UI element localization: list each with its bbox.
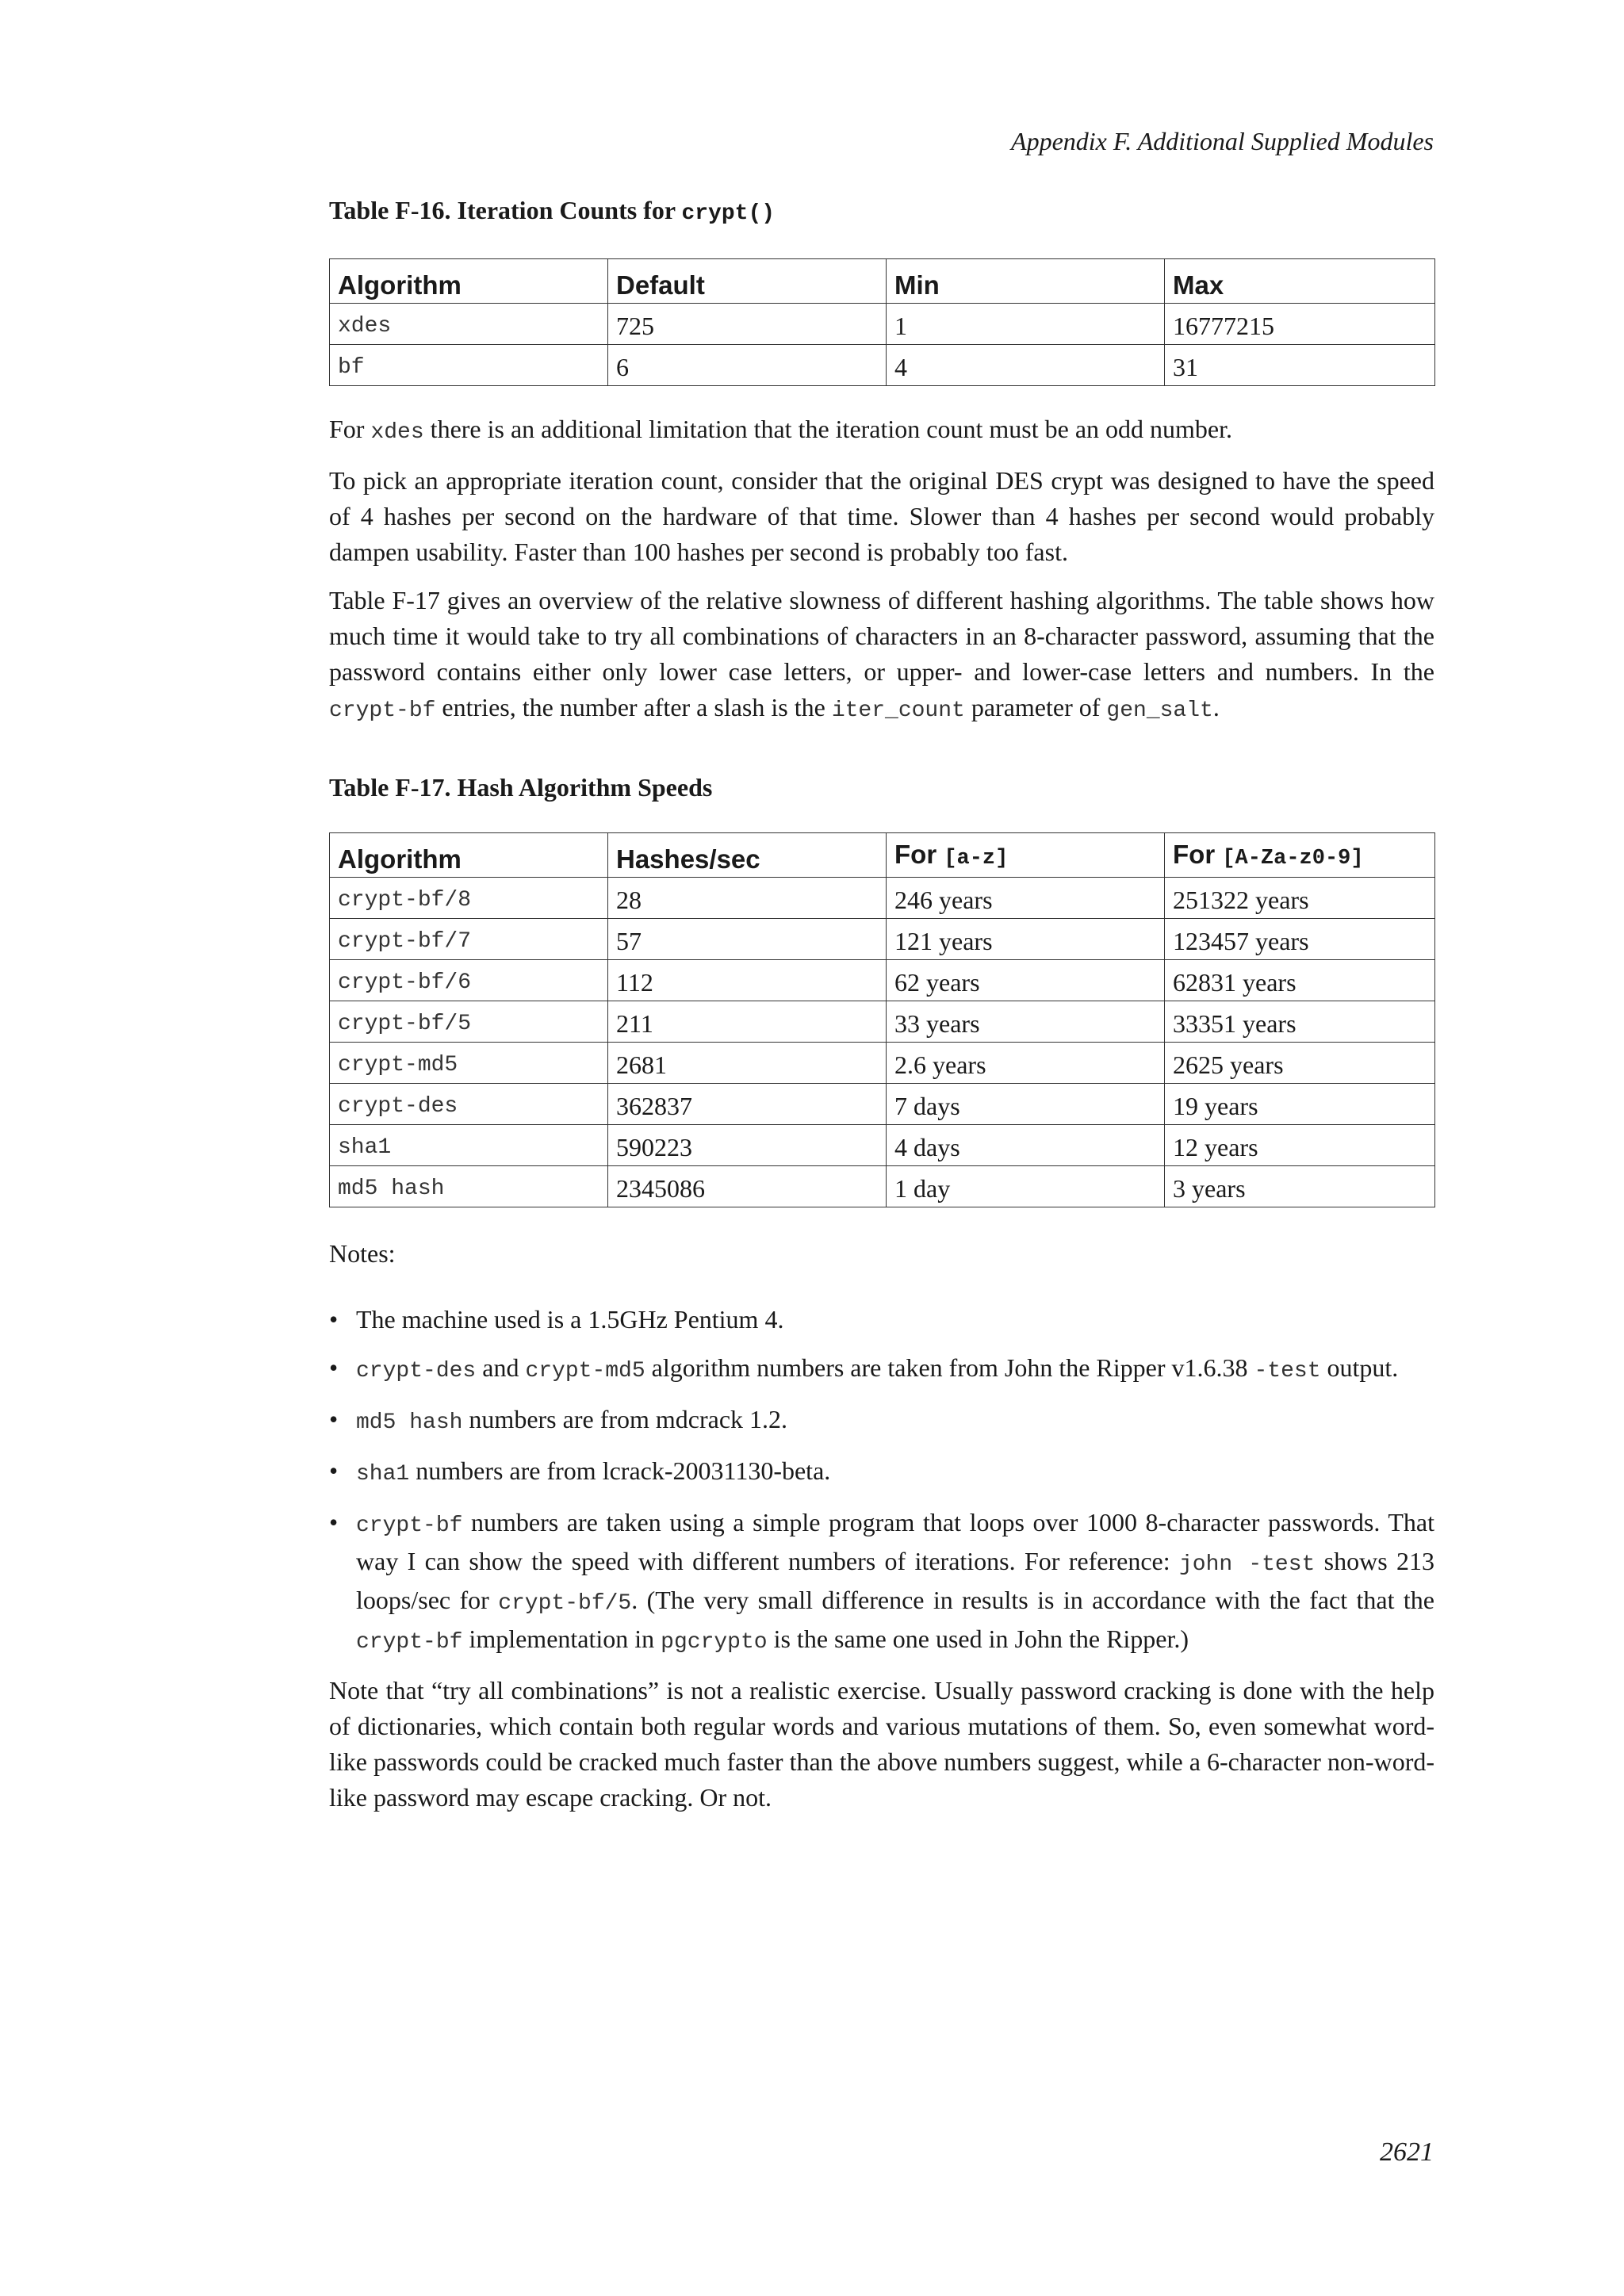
table-cell: crypt-bf/6 [330, 960, 608, 1001]
table-cell: 3 years [1165, 1166, 1435, 1207]
table-cell: 33351 years [1165, 1001, 1435, 1043]
table-row [330, 304, 1435, 345]
table-cell: 725 [608, 304, 887, 345]
table-cell: 251322 years [1165, 878, 1435, 919]
table-cell: sha1 [330, 1125, 608, 1166]
table-row [330, 960, 1435, 1001]
running-header: Appendix F. Additional Supplied Modules [1011, 127, 1434, 155]
table-cell: 4 days [887, 1125, 1165, 1166]
list-item: • md5 hash numbers are from mdcrack 1.2. [329, 1402, 1434, 1441]
table-row [330, 1043, 1435, 1084]
hash-speeds-table [329, 832, 1435, 1207]
table-row [330, 1125, 1435, 1166]
table-row [330, 1084, 1435, 1125]
table-cell: 1 day [887, 1166, 1165, 1207]
table-row [330, 919, 1435, 960]
inline-code: xdes [370, 420, 424, 445]
table-cell: crypt-bf/5 [330, 1001, 608, 1043]
table-cell: 1 [887, 304, 1165, 345]
table-cell: 2681 [608, 1043, 887, 1084]
table-cell: 57 [608, 919, 887, 960]
table-cell: 28 [608, 878, 887, 919]
page-content [329, 193, 1434, 1816]
page-number: 2621 [1380, 2137, 1434, 2167]
table-cell: 2625 years [1165, 1043, 1435, 1084]
inline-code: iter_count [831, 698, 965, 723]
column-header-lowercase: For [a-z] [887, 833, 1165, 878]
table-cell: 211 [608, 1001, 887, 1043]
table-cell: 123457 years [1165, 919, 1435, 960]
table-cell: 2.6 years [887, 1043, 1165, 1084]
inline-code: gen_salt [1106, 698, 1213, 723]
table-cell: xdes [330, 304, 608, 345]
table-cell: 112 [608, 960, 887, 1001]
iteration-count-paragraph: To pick an appropriate iteration count, consider that the original DES crypt was designed to have the speed of 4 hashes per second on the hardware of that time. Slower than 4 hashes per second would probably dampen usability. Faster than 100 hashes per second is probably too fast. [329, 466, 1434, 566]
table-cell: crypt-bf/7 [330, 919, 608, 960]
table-cell: 19 years [1165, 1084, 1435, 1125]
overview-paragraph: Table F-17 gives an overview of the relative slowness of different hashing algorithms. The table shows how much time it would take to try all combinations of characters in an 8-character password, assuming that the password contains either only lower case letters, or upper- and lower-case letters and numbers. In the crypt-bf entries, the number after a slash is the iter_count parameter of gen_salt. [329, 586, 1434, 723]
column-header-default: Default [608, 259, 887, 304]
column-header-min: Min [887, 259, 1165, 304]
table-cell: 7 days [887, 1084, 1165, 1125]
list-item: • crypt-des and crypt-md5 algorithm numbers are taken from John the Ripper v1.6.38 -test output. [329, 1350, 1434, 1389]
table-cell: 2345086 [608, 1166, 887, 1207]
list-item: • sha1 numbers are from lcrack-20031130-beta. [329, 1453, 1434, 1492]
table-f16-title: Table F-16. Iteration Counts for crypt() [329, 196, 776, 226]
table-cell: bf [330, 345, 608, 386]
table-cell: 6 [608, 345, 887, 386]
table-f17-title: Table F-17. Hash Algorithm Speeds [329, 773, 713, 802]
table-row [330, 1166, 1435, 1207]
table-header-row [330, 259, 1435, 304]
table-cell: crypt-des [330, 1084, 608, 1125]
inline-code: crypt-bf [329, 698, 436, 723]
xdes-note-paragraph: For xdes there is an additional limitation that the iteration count must be an odd number. [329, 415, 1232, 445]
table-f16-title-code: crypt() [681, 201, 776, 226]
table-cell: 12 years [1165, 1125, 1435, 1166]
table-cell: 62831 years [1165, 960, 1435, 1001]
list-item: • crypt-bf numbers are taken using a simple program that loops over 1000 8-character passwords. That way I can show the speed with different numbers of iterations. For reference: john -test shows 213 loops/sec for crypt-bf/5. (The very small difference in results is in accordance with the fact that the crypt-bf implementation in pgcrypto is the same one used in John the Ripper.) [329, 1505, 1434, 1660]
column-header-max: Max [1165, 259, 1435, 304]
table-header-row [330, 833, 1435, 878]
table-cell: 4 [887, 345, 1165, 386]
table-cell: 16777215 [1165, 304, 1435, 345]
closing-paragraph: Note that “try all combinations” is not a realistic exercise. Usually password cracking is done with the help of dictionaries, which contain both regular words and various mutations of them. So, even somewhat word-like passwords could be cracked much faster than the above numbers suggest, while a 6-character non-word-like password may escape cracking. Or not. [329, 1676, 1434, 1812]
table-row [330, 878, 1435, 919]
table-row [330, 1001, 1435, 1043]
column-header-algorithm: Algorithm [330, 259, 608, 304]
table-cell: 362837 [608, 1084, 887, 1125]
notes-label: Notes: [329, 1239, 396, 1268]
table-cell: 62 years [887, 960, 1165, 1001]
column-header-algorithm: Algorithm [330, 833, 608, 878]
iteration-counts-table [329, 258, 1435, 386]
table-cell: crypt-bf/8 [330, 878, 608, 919]
list-item: • The machine used is a 1.5GHz Pentium 4. [329, 1302, 1434, 1337]
table-row [330, 345, 1435, 386]
notes-list [329, 1302, 1434, 1660]
table-cell: 246 years [887, 878, 1165, 919]
table-cell: 121 years [887, 919, 1165, 960]
table-cell: 590223 [608, 1125, 887, 1166]
table-cell: md5 hash [330, 1166, 608, 1207]
column-header-alphanumeric: For [A-Za-z0-9] [1165, 833, 1435, 878]
column-header-hashes-sec: Hashes/sec [608, 833, 887, 878]
table-cell: crypt-md5 [330, 1043, 608, 1084]
table-cell: 33 years [887, 1001, 1165, 1043]
table-cell: 31 [1165, 345, 1435, 386]
